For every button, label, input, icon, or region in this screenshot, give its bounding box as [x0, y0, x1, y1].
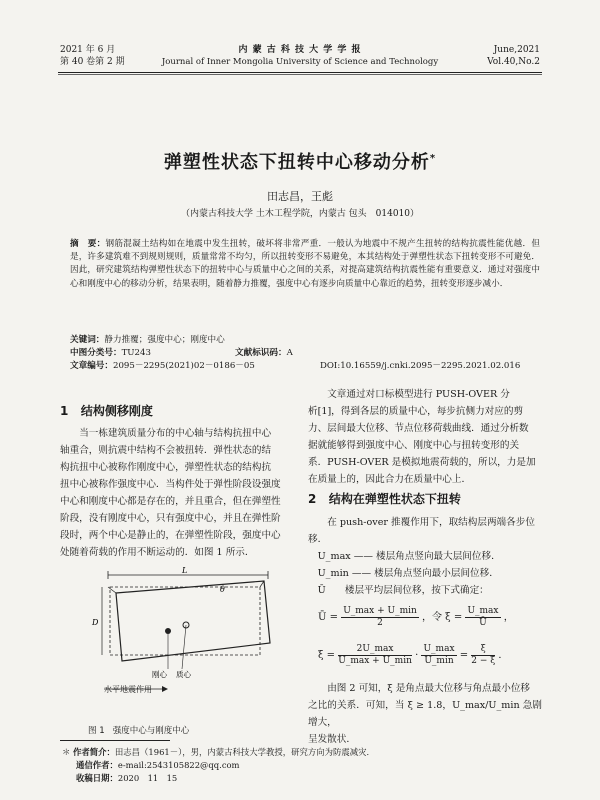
text-line: 段时，两个中心是静止的，在弹塑性阶段，强度中心 [60, 530, 281, 541]
figure-1-caption: 图 1 强度中心与刚度中心 [88, 726, 190, 736]
title-footnote-mark: * [429, 153, 437, 164]
text-line: 文章通过对口标模型进行 PUSH-OVER 分 [327, 389, 510, 400]
text-line: 阶段，没有刚度中心，只有强度中心，并且在弹性阶 [60, 513, 281, 524]
text-line: 据就能够得到强度中心、刚度中心与扭转变形的关 [308, 440, 520, 451]
text-line: 由图 2 可知，ξ 是角点最大位移与角点最小位移 [327, 683, 531, 694]
right-column-intro [308, 386, 542, 488]
definition-uavg: Ū 楼层平均层间位移，按下式确定： [317, 585, 489, 596]
fraction: $\frac{2U\_\max}{U\_\max + U\_\min}$ [338, 644, 412, 666]
figure-label-mass-center: 质心 [176, 670, 191, 679]
text-line: 轴重合，则抗震中结构不会被扭转．弹性状态的结 [60, 445, 272, 456]
fraction: $\frac{U\_\max}{Ū}$ [467, 606, 499, 628]
text-line: 当一栋建筑质量分布的中心轴与结构抗扭中心 [79, 428, 272, 439]
definition-umax: U_max —— 楼层角点竖向最大层间位移． [317, 551, 501, 562]
corresponding-email: 通信作者：e-mail:2543105822@qq.com [76, 760, 240, 770]
section-1-heading: 1 结构侧移刚度 [60, 404, 153, 418]
document-code: 文献标识码：A [235, 348, 293, 358]
figure-label-L: L [182, 566, 188, 575]
section-2-body [308, 514, 542, 599]
abstract-label: 摘 要： [70, 239, 106, 249]
text-line: 扭中心被称作强度中心．当构件处于弹性阶段设强度 [60, 479, 281, 490]
journal-date: 2021 年 6 月 第 40 卷第 2 期 [60, 45, 125, 67]
footnote [62, 746, 542, 785]
footnote-rule [60, 740, 170, 741]
fraction: $\frac{\xi}{2 - \xi}$ [471, 644, 496, 666]
equation-1: Ū = $\frac{U\_\max + U\_\min}{2}$ ，令 ξ = $\frac{U\_\max}{Ū}$ ， [318, 606, 514, 628]
abstract [70, 238, 540, 291]
doi: DOI:10.16559/j.cnki.2095－2295.2021.02.016 [320, 361, 521, 371]
authors: 田志昌，王彪 [267, 190, 333, 203]
abstract-text: 钢筋混凝土结构如在地震中发生扭转，破坏将非常严重．一般认为地震中不规产生扭转的结构抗震性能优越．但是，许多建筑难不到规则规则，质量常常不均匀，所以扭转变形不易避免，本其结构处于弹塑性状态下扭转变形不可避免．因此，研究建筑结构弹塑性状态下的扭转中心与质量中心之间的关系，对提高建筑结构抗震性能有重要意义．通过对强度中心和刚度中心的移动分析，结果表明，随着静力推覆，强度中心有逐步向质量中心靠近的趋势，扭转变形逐步减小． [70, 239, 540, 289]
affiliation: （内蒙古科技大学 土木工程学院，内蒙古 包头 014010） [180, 209, 420, 219]
header-rule [58, 72, 542, 73]
text-line: 在质量上的，因此合力在质量中心上． [308, 474, 472, 485]
classification: 中图分类号：TU243 [70, 348, 151, 358]
text-line: 中心和刚度中心都是存在的，并且重合，但在弹塑性 [60, 496, 281, 507]
section-1-body [60, 425, 292, 561]
journal-volume: June,2021 Vol.40,No.2 [487, 45, 540, 67]
figure-1 [70, 565, 285, 705]
journal-name: 内 蒙 古 科 技 大 学 学 报 Journal of Inner Mongolia University of Science and Technology [161, 45, 439, 67]
author-bio: ＊ 作者简介：田志昌（1961－），男，内蒙古科技大学教授，研究方向为防震减灾． [62, 747, 375, 757]
text-line: 之比的关系．可知，当 ξ ≥ 1.8，U_max/U_min 急剧增大， [308, 700, 542, 728]
definition-umin: U_min —— 楼层角点竖向最小层间位移． [317, 568, 499, 579]
figure-label-stiffness-center: 刚心 [152, 670, 167, 679]
text-line: 在 push-over 推覆作用下，取结构层两端各步位 [327, 517, 535, 528]
text-line: 构抗扭中心被称作刚度中心，弹塑性状态的结构抗 [60, 462, 272, 473]
equation-2: ξ = $\frac{2U\_\max}{U\_\max + U\_\min}$ · $\frac{U\_\max}{U\_\min}$ = $\frac{\xi}{2 - \xi}$ ． [318, 644, 509, 666]
figure-label-D: D [92, 618, 99, 627]
figure-label-theta: θ [220, 585, 225, 594]
section-2-heading: 2 结构在弹塑性状态下扭转 [308, 492, 461, 506]
fraction: $\frac{U\_\max + U\_\min}{2}$ [343, 606, 417, 628]
keywords: 关键词：静力推覆；强度中心；刚度中心 [70, 335, 225, 345]
article-number: 文章编号：2095－2295(2021)02－0186－05 [70, 361, 255, 371]
text-line: 移． [308, 534, 328, 545]
text-line: 呈发散状． [308, 734, 356, 745]
paper-title: 弹塑性状态下扭转中心移动分析* [163, 152, 437, 173]
figure-load-label: 水平地震作用 [104, 685, 152, 694]
text-line: 力、层间最大位移、节点位移荷载曲线．通过分析数 [308, 423, 529, 434]
text-line: 析[1]，得到各层的质量中心，每步抗侧力对应的剪 [308, 406, 524, 417]
fraction: $\frac{U\_\max}{U\_\min}$ [423, 644, 455, 666]
text-line: 处随着荷载的作用不断运动的．如图 1 所示． [60, 547, 255, 558]
section-2-conclusion [308, 680, 542, 748]
text-line: 系．PUSH-OVER 是模拟地震荷载的，所以，力是加 [308, 457, 536, 468]
received-date: 收稿日期：2020 11 15 [76, 773, 178, 783]
header-rule-thin [58, 74, 542, 75]
